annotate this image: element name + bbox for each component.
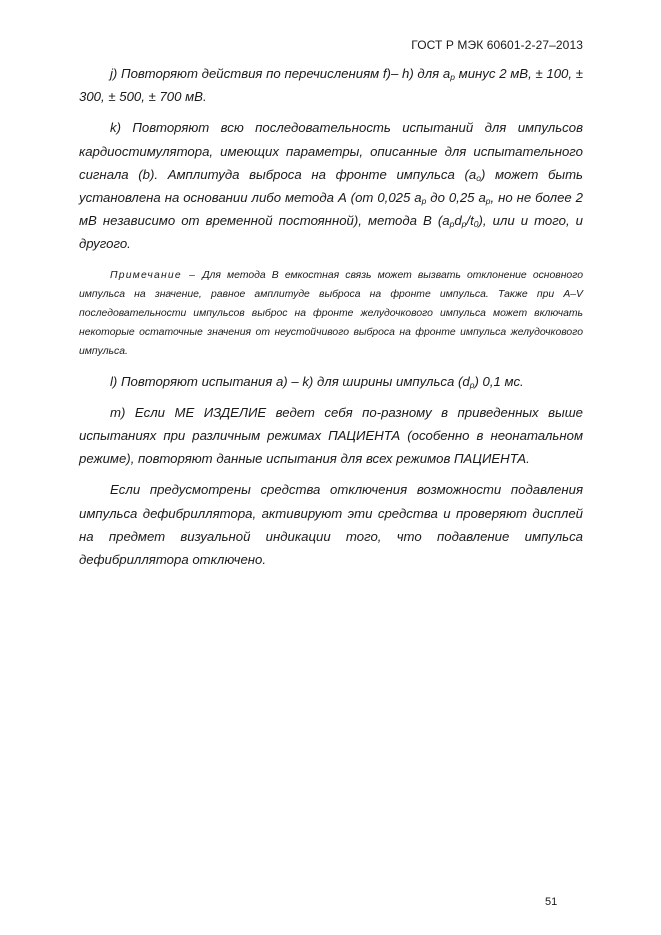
text-span: m) Если МЕ ИЗДЕЛИЕ ведет себя по-разному в приведенных выше испытаниях при различным режимах ПАЦИЕНТА (особенно в неонатальном режиме), повторяют данные испытания для всех режимов ПАЦИЕНТА. — [79, 404, 583, 467]
subscript: p — [449, 219, 455, 230]
page-content — [79, 62, 583, 571]
subscript: 0 — [473, 219, 479, 230]
page-number: 51 — [545, 896, 558, 908]
text-span: k) Повторяют всю последовательность испытаний для импульсов кардиостимулятора, имеющих параметры, описанные для испытательного сигнала (b). Амплитуда выброса на фронте импульса (a — [79, 120, 583, 182]
paragraph-final — [79, 478, 583, 571]
document-header: ГОСТ Р МЭК 60601-2-27–2013 — [411, 38, 583, 52]
subscript: p — [485, 196, 491, 207]
paragraph-k — [79, 116, 583, 255]
text-span: /t — [466, 213, 474, 229]
subscript: p — [421, 196, 427, 207]
subscript: p — [450, 72, 455, 82]
text-span: ) может быть установлена на основании либо метода А (от 0,025 a — [79, 166, 583, 206]
paragraph-l — [79, 370, 583, 393]
paragraph-m — [79, 401, 583, 471]
text-span: ) 0,1 мс. — [474, 373, 524, 389]
note-text: Для метода В емкостная связь может вызвать отклонение основного импульса на значение, равное амплитуде выброса на фронте импульса. Также при A–V последовательности импульсов выброс на фронте желудочкового импульса может включать некоторые остаточные значения от неустойчивого выброса на фронте импульса желудочкового импульса. — [79, 269, 583, 358]
text-span: , но не более 2 мВ независимо от временной постоянной), метода В (a — [79, 190, 584, 229]
text-span: ), или и того, и другого. — [79, 213, 583, 252]
subscript: p — [461, 219, 467, 230]
text-span: j) Повторяют действия по перечислениям f)– h) для a — [110, 66, 451, 81]
text-span: Если предусмотрены средства отключения возможности подавления импульса дефибриллятора, активируют эти средства и проверяют дисплей на предмет визуальной индикации того, что подавление импульса дефибриллятора отключено. — [79, 482, 583, 568]
text-span: l) Повторяют испытания а) – k) для ширины импульса (d — [110, 373, 470, 389]
text-span: минус 2 мВ, ± 100, ± 300, ± 500, ± 700 мВ. — [79, 66, 583, 105]
paragraph-j — [79, 62, 583, 108]
text-span: до 0,25 a — [426, 190, 486, 206]
subscript: p — [469, 379, 475, 390]
subscript: o — [476, 172, 481, 183]
note-paragraph — [79, 266, 583, 362]
text-span: d — [454, 213, 462, 229]
note-label: Примечание – — [110, 269, 197, 281]
